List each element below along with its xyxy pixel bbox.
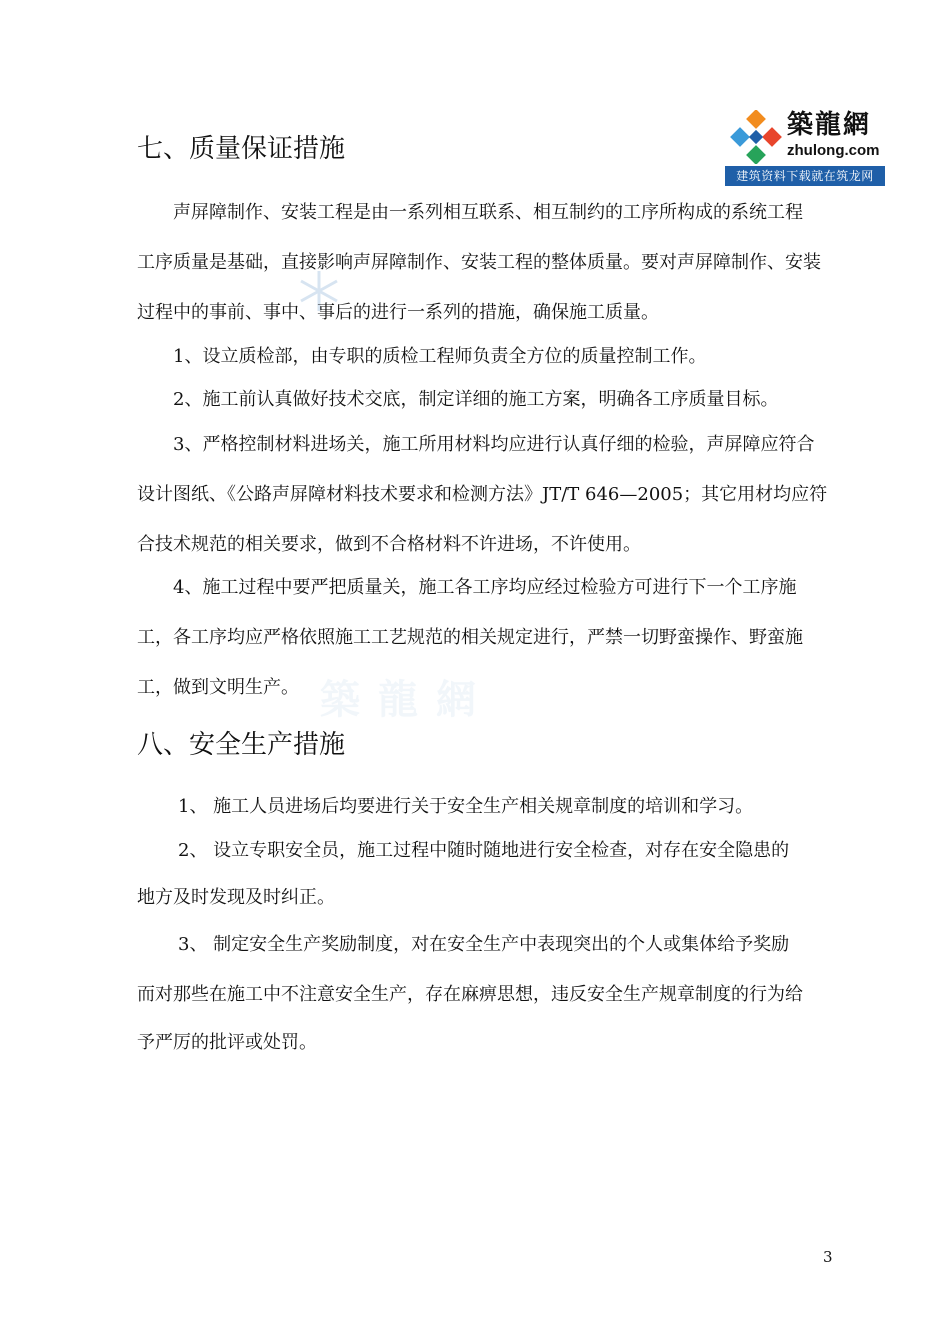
section7-item-1: 1、设立质检部，由专职的质检工程师负责全方位的质量控制工作。 — [173, 346, 707, 367]
section8-item-1: 1、 施工人员进场后均要进行关于安全生产相关规章制度的培训和学习。 — [178, 796, 754, 817]
logo-top — [725, 108, 885, 166]
section7-item-4-line: 4、施工过程中要严把质量关，施工各工序均应经过检验方可进行下一个工序施 — [173, 577, 797, 598]
logo-mark-icon — [729, 110, 783, 164]
section7-item-3-line: 合技术规范的相关要求，做到不合格材料不许进场，不许使用。 — [137, 534, 641, 555]
section7-item-4-line: 工，各工序均应严格依照施工工艺规范的相关规定进行，严禁一切野蛮操作、野蛮施 — [137, 627, 803, 648]
section8-heading: 八、安全生产措施 — [137, 730, 346, 760]
zhulong-logo — [725, 108, 885, 186]
section7-item-2: 2、施工前认真做好技术交底，制定详细的施工方案，明确各工序质量目标。 — [173, 389, 779, 410]
section7-para-line: 声屏障制作、安装工程是由一系列相互联系、相互制约的工序所构成的系统工程 — [173, 202, 803, 223]
logo-domain: zhulong.com — [787, 142, 880, 159]
section7-item-3-line: 3、严格控制材料进场关，施工所用材料均应进行认真仔细的检验，声屏障应符合 — [173, 434, 815, 455]
section8-item-2-line: 2、 设立专职安全员，施工过程中随时随地进行安全检查，对存在安全隐患的 — [178, 840, 790, 861]
section8-item-2-line: 地方及时发现及时纠正。 — [137, 887, 335, 908]
section7-para-line: 过程中的事前、事中、事后的进行一系列的措施，确保施工质量。 — [137, 302, 659, 323]
section8-item-3-line: 予严厉的批评或处罚。 — [137, 1032, 317, 1053]
page-number: 3 — [823, 1248, 833, 1266]
logo-slogan: 建筑资料下载就在筑龙网 — [725, 166, 885, 186]
section7-para-line: 工序质量是基础，直接影响声屏障制作、安装工程的整体质量。要对声屏障制作、安装 — [137, 252, 821, 273]
section8-item-3-line: 而对那些在施工中不注意安全生产，存在麻痹思想，违反安全生产规章制度的行为给 — [137, 984, 803, 1005]
section7-item-4-line: 工，做到文明生产。 — [137, 677, 299, 698]
section8-item-3-line: 3、 制定安全生产奖励制度，对在安全生产中表现突出的个人或集体给予奖励 — [178, 934, 790, 955]
section7-item-3-line: 设计图纸、《公路声屏障材料技术要求和检测方法》JT/T 646—2005；其它用材均应符 — [137, 484, 828, 505]
logo-name: 築龍網 — [787, 110, 872, 140]
section7-heading: 七、质量保证措施 — [137, 134, 346, 164]
logo-watermark: 築龍網 — [320, 677, 494, 723]
